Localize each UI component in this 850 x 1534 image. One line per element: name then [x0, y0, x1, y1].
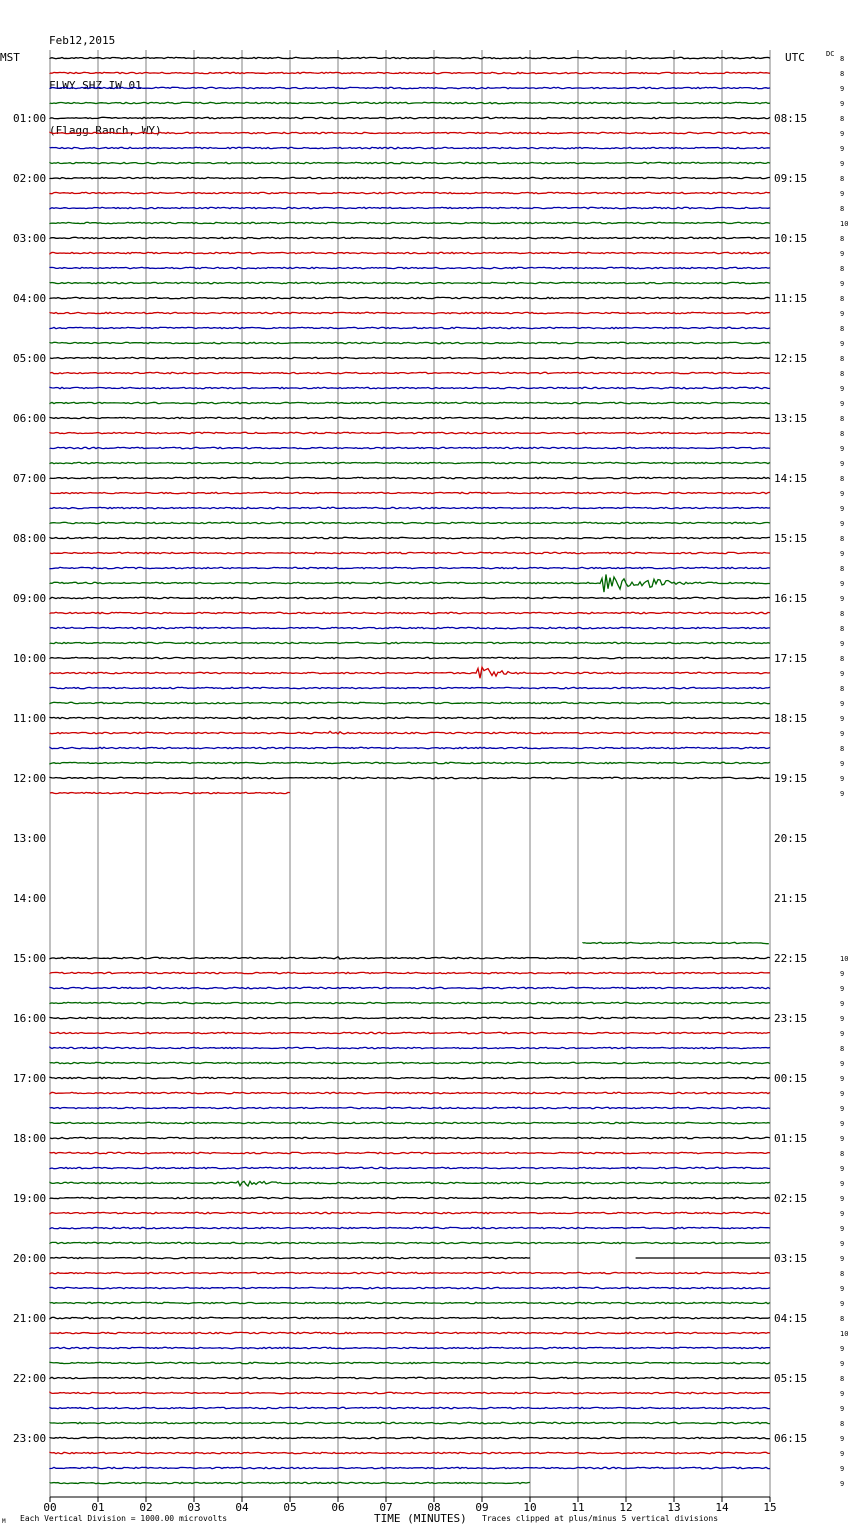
dc-offset-value: 9	[840, 145, 845, 153]
dc-offset-value: 9	[840, 1285, 845, 1293]
trace-row	[50, 1272, 770, 1273]
x-tick-label: 03	[187, 1501, 201, 1514]
hour-label-right: 09:15	[774, 172, 808, 185]
dc-offset-value: 9	[840, 1390, 845, 1398]
trace-row	[50, 162, 770, 163]
hour-label-right: 04:15	[774, 1312, 808, 1325]
dc-offset-value: 8	[840, 475, 845, 483]
dc-offset-value: 9	[840, 1195, 845, 1203]
hour-label-left: 21:00	[13, 1312, 47, 1325]
dc-offset-value: 8	[840, 175, 845, 183]
dc-offset-value: 9	[840, 520, 845, 528]
trace-row	[50, 117, 770, 118]
hour-label-left: 19:00	[13, 1192, 47, 1205]
trace-row	[50, 267, 770, 268]
hour-label-right: 16:15	[774, 592, 808, 605]
dc-offset-value: 9	[840, 1015, 845, 1023]
scale-note: Each Vertical Division = 1000.00 microvolts	[20, 1514, 228, 1523]
dc-offset-value: 8	[840, 655, 845, 663]
trace-row	[50, 102, 770, 103]
x-tick-label: 15	[763, 1501, 777, 1514]
hour-label-left: 04:00	[13, 292, 47, 305]
dc-offset-value: 9	[840, 985, 845, 993]
trace-row	[583, 942, 769, 943]
x-tick-label: 07	[379, 1501, 393, 1514]
trace-row	[50, 192, 770, 193]
hour-label-left: 12:00	[13, 772, 47, 785]
hour-label-left: 14:00	[13, 892, 47, 905]
hour-label-right: 10:15	[774, 232, 808, 245]
trace-row	[50, 762, 770, 763]
hour-label-left: 11:00	[13, 712, 47, 725]
trace-row	[50, 177, 770, 178]
dc-offset-value: 8	[840, 1270, 845, 1278]
trace-row	[50, 282, 770, 283]
hour-label-right: 11:15	[774, 292, 808, 305]
hour-label-left: 15:00	[13, 952, 47, 965]
dc-offset-value: 9	[840, 1480, 845, 1488]
trace-row	[50, 1152, 770, 1153]
trace-row	[50, 312, 770, 313]
dc-offset-value: 9	[840, 1000, 845, 1008]
dc-offset-value: 8	[840, 565, 845, 573]
dc-offset-value: 9	[840, 760, 845, 768]
dc-offset-value: 8	[840, 1150, 845, 1158]
trace-row	[50, 252, 770, 253]
dc-offset-value: 9	[840, 85, 845, 93]
label-layer	[13, 55, 848, 1514]
x-axis-title: TIME (MINUTES)	[374, 1512, 467, 1525]
trace-layer	[50, 57, 770, 1483]
hour-label-left: 01:00	[13, 112, 47, 125]
hour-label-right: 18:15	[774, 712, 808, 725]
trace-row	[50, 522, 770, 523]
hour-label-right: 05:15	[774, 1372, 808, 1385]
trace-row	[50, 507, 770, 508]
x-tick-label: 09	[475, 1501, 489, 1514]
dc-offset-value: 8	[840, 745, 845, 753]
x-tick-label: 14	[715, 1501, 729, 1514]
trace-row	[50, 1362, 770, 1363]
trace-row	[50, 972, 770, 973]
x-tick-label: 05	[283, 1501, 297, 1514]
trace-row	[50, 717, 770, 718]
dc-offset-value: 9	[840, 250, 845, 258]
trace-row	[50, 87, 770, 88]
trace-row	[50, 1077, 770, 1078]
trace-row	[50, 1167, 770, 1168]
dc-offset-value: 9	[840, 1255, 845, 1263]
station-name: FLWY SHZ IW 01	[49, 79, 142, 92]
hour-label-left: 17:00	[13, 1072, 47, 1085]
dc-offset-value: 9	[840, 1360, 845, 1368]
hour-label-right: 01:15	[774, 1132, 808, 1145]
trace-row	[50, 612, 770, 613]
x-tick-label: 13	[667, 1501, 681, 1514]
trace-row	[50, 57, 770, 58]
hour-label-right: 00:15	[774, 1072, 808, 1085]
trace-row	[50, 72, 770, 73]
hour-label-left: 06:00	[13, 412, 47, 425]
trace-row	[50, 237, 770, 238]
dc-offset-value: 8	[840, 415, 845, 423]
trace-row	[50, 1467, 770, 1468]
trace-row	[50, 792, 290, 793]
hour-label-right: 15:15	[774, 532, 808, 545]
dc-offset-value: 9	[840, 400, 845, 408]
trace-row	[50, 432, 770, 433]
trace-row	[50, 1422, 770, 1423]
dc-offset-value: 8	[840, 685, 845, 693]
hour-label-left: 10:00	[13, 652, 47, 665]
dc-offset-value: 9	[840, 580, 845, 588]
dc-offset-value: 8	[840, 265, 845, 273]
hour-label-left: 23:00	[13, 1432, 47, 1445]
dc-offset-value: 9	[840, 790, 845, 798]
trace-row	[50, 1197, 770, 1198]
trace-row	[50, 1137, 770, 1138]
trace-row	[50, 1017, 770, 1018]
dc-offset-value: 9	[840, 1225, 845, 1233]
dc-offset-value: 9	[840, 1405, 845, 1413]
dc-offset-value: 9	[840, 1435, 845, 1443]
hour-label-left: 22:00	[13, 1372, 47, 1385]
dc-offset-value: 9	[840, 550, 845, 558]
dc-offset-value: 9	[840, 310, 845, 318]
dc-offset-value: 10	[840, 220, 849, 228]
trace-row	[50, 1377, 770, 1378]
trace-row	[50, 627, 770, 628]
dc-offset-value: 8	[840, 610, 845, 618]
trace-row	[50, 402, 770, 403]
trace-row	[50, 387, 770, 388]
hour-label-right: 17:15	[774, 652, 808, 665]
hour-label-left: 03:00	[13, 232, 47, 245]
trace-row	[50, 1002, 770, 1003]
trace-row	[50, 492, 770, 493]
right-timezone-label: UTC	[785, 51, 805, 64]
corner-mark: M	[2, 1518, 6, 1525]
trace-row	[50, 1227, 770, 1228]
left-timezone-label: MST	[0, 51, 20, 64]
trace-row	[50, 357, 770, 358]
hour-label-right: 19:15	[774, 772, 808, 785]
trace-row	[50, 1242, 770, 1243]
x-tick-label: 06	[331, 1501, 345, 1514]
dc-offset-value: 9	[840, 280, 845, 288]
dc-offset-value: 8	[840, 205, 845, 213]
trace-row	[50, 1212, 770, 1213]
dc-offset-value: 8	[840, 325, 845, 333]
dc-offset-value: 9	[840, 505, 845, 513]
hour-label-right: 08:15	[774, 112, 808, 125]
hour-label-left: 18:00	[13, 1132, 47, 1145]
dc-offset-value: 8	[840, 70, 845, 78]
trace-row	[50, 552, 770, 553]
trace-row	[50, 777, 770, 778]
dc-offset-value: 9	[840, 100, 845, 108]
trace-row	[50, 537, 770, 538]
dc-offset-value: 9	[840, 1345, 845, 1353]
hour-label-right: 21:15	[774, 892, 808, 905]
station-location: (Flagg Ranch, WY)	[49, 124, 162, 137]
hour-label-right: 23:15	[774, 1012, 808, 1025]
x-tick-label: 11	[571, 1501, 585, 1514]
trace-row	[50, 462, 770, 463]
trace-row	[50, 687, 770, 688]
hour-label-left: 02:00	[13, 172, 47, 185]
dc-offset-value: 9	[840, 445, 845, 453]
x-tick-label: 10	[523, 1501, 537, 1514]
hour-label-right: 03:15	[774, 1252, 808, 1265]
dc-offset-value: 9	[840, 1090, 845, 1098]
dc-offset-value: 9	[840, 190, 845, 198]
dc-offset-value: 8	[840, 370, 845, 378]
trace-row	[50, 342, 770, 343]
trace-row	[50, 747, 770, 748]
dc-offset-value: 9	[840, 1210, 845, 1218]
dc-offset-value: 9	[840, 1465, 845, 1473]
dc-offset-value: 8	[840, 115, 845, 123]
hour-label-right: 13:15	[774, 412, 808, 425]
hour-label-right: 22:15	[774, 952, 808, 965]
dc-offset-value: 9	[840, 1060, 845, 1068]
dc-offset-value: 8	[840, 55, 845, 63]
dc-offset-value: 9	[840, 1450, 845, 1458]
trace-row	[50, 417, 770, 418]
x-tick-label: 04	[235, 1501, 249, 1514]
trace-row	[50, 132, 770, 133]
hour-label-right: 06:15	[774, 1432, 808, 1445]
dc-offset-value: 9	[840, 640, 845, 648]
trace-row	[50, 1407, 770, 1408]
trace-row	[50, 372, 770, 373]
dc-offset-value: 8	[840, 295, 845, 303]
x-tick-label: 02	[139, 1501, 153, 1514]
hour-label-left: 16:00	[13, 1012, 47, 1025]
dc-offset-value: 9	[840, 1105, 845, 1113]
dc-offset-value: 8	[840, 625, 845, 633]
hour-label-left: 07:00	[13, 472, 47, 485]
dc-offset-value: 9	[840, 1135, 845, 1143]
trace-row	[50, 1122, 770, 1123]
dc-offset-value: 9	[840, 700, 845, 708]
trace-row	[50, 222, 770, 223]
dc-offset-value: 9	[840, 670, 845, 678]
dc-offset-value: 9	[840, 1120, 845, 1128]
dc-offset-value: 8	[840, 355, 845, 363]
dc-offset-value: 9	[840, 460, 845, 468]
dc-offset-value: 9	[840, 1030, 845, 1038]
hour-label-left: 09:00	[13, 592, 47, 605]
clip-note: Traces clipped at plus/minus 5 vertical divisions	[482, 1514, 719, 1523]
dc-offset-value: 9	[840, 730, 845, 738]
dc-offset-value: 8	[840, 1420, 845, 1428]
dc-offset-value: 10	[840, 1330, 849, 1338]
hour-label-left: 13:00	[13, 832, 47, 845]
x-tick-label: 01	[91, 1501, 105, 1514]
trace-row	[50, 207, 770, 208]
x-tick-label: 12	[619, 1501, 633, 1514]
dc-offset-value: 8	[840, 1315, 845, 1323]
trace-row	[50, 1302, 770, 1303]
trace-row	[50, 1317, 770, 1318]
trace-row	[50, 957, 770, 959]
trace-row	[50, 1062, 770, 1063]
trace-row	[50, 1032, 770, 1033]
trace-row	[50, 1392, 770, 1393]
x-tick-label: 00	[43, 1501, 57, 1514]
trace-row	[50, 642, 770, 643]
dc-offset-value: 9	[840, 1300, 845, 1308]
dc-offset-value: 9	[840, 130, 845, 138]
dc-offset-value: 9	[840, 340, 845, 348]
trace-row	[50, 657, 770, 658]
dc-offset-value: 10	[840, 955, 849, 963]
hour-label-left: 05:00	[13, 352, 47, 365]
dc-offset-value: 9	[840, 1240, 845, 1248]
dc-offset-value: 9	[840, 775, 845, 783]
trace-row	[50, 477, 770, 478]
trace-row	[50, 1452, 770, 1453]
dc-offset-value: 9	[840, 1180, 845, 1188]
dc-offset-value: 8	[840, 1045, 845, 1053]
trace-row	[50, 1332, 770, 1333]
dc-offset-value: 8	[840, 535, 845, 543]
dc-offset-value: 9	[840, 490, 845, 498]
trace-row	[50, 1347, 770, 1348]
trace-row	[50, 1287, 770, 1288]
dc-column-label: DC	[826, 50, 835, 58]
hour-label-left: 20:00	[13, 1252, 47, 1265]
trace-row	[50, 147, 770, 148]
trace-row	[50, 567, 770, 568]
dc-offset-value: 9	[840, 160, 845, 168]
trace-row	[50, 667, 770, 678]
trace-row	[50, 1482, 530, 1483]
hour-label-left: 08:00	[13, 532, 47, 545]
trace-row	[50, 702, 770, 703]
trace-row	[50, 1047, 770, 1048]
trace-row	[50, 987, 770, 988]
dc-offset-value: 9	[840, 1165, 845, 1173]
dc-offset-value: 8	[840, 1375, 845, 1383]
hour-label-right: 20:15	[774, 832, 808, 845]
dc-offset-value: 9	[840, 385, 845, 393]
hour-label-right: 12:15	[774, 352, 808, 365]
dc-offset-value: 9	[840, 970, 845, 978]
dc-offset-value: 8	[840, 430, 845, 438]
trace-row	[50, 1181, 770, 1186]
dc-offset-value: 9	[840, 715, 845, 723]
record-date: Feb12,2015	[49, 34, 116, 47]
hour-label-right: 14:15	[774, 472, 808, 485]
dc-offset-value: 9	[840, 595, 845, 603]
trace-row	[50, 575, 770, 593]
trace-row	[50, 447, 770, 448]
trace-row	[50, 1107, 770, 1108]
trace-row	[50, 1437, 770, 1438]
trace-row	[50, 327, 770, 328]
trace-row	[50, 597, 770, 598]
x-tick-label: 08	[427, 1501, 441, 1514]
trace-row	[50, 1092, 770, 1093]
dc-offset-value: 9	[840, 1075, 845, 1083]
trace-row	[50, 731, 770, 734]
hour-label-right: 02:15	[774, 1192, 808, 1205]
dc-offset-value: 8	[840, 235, 845, 243]
trace-row	[50, 297, 770, 298]
